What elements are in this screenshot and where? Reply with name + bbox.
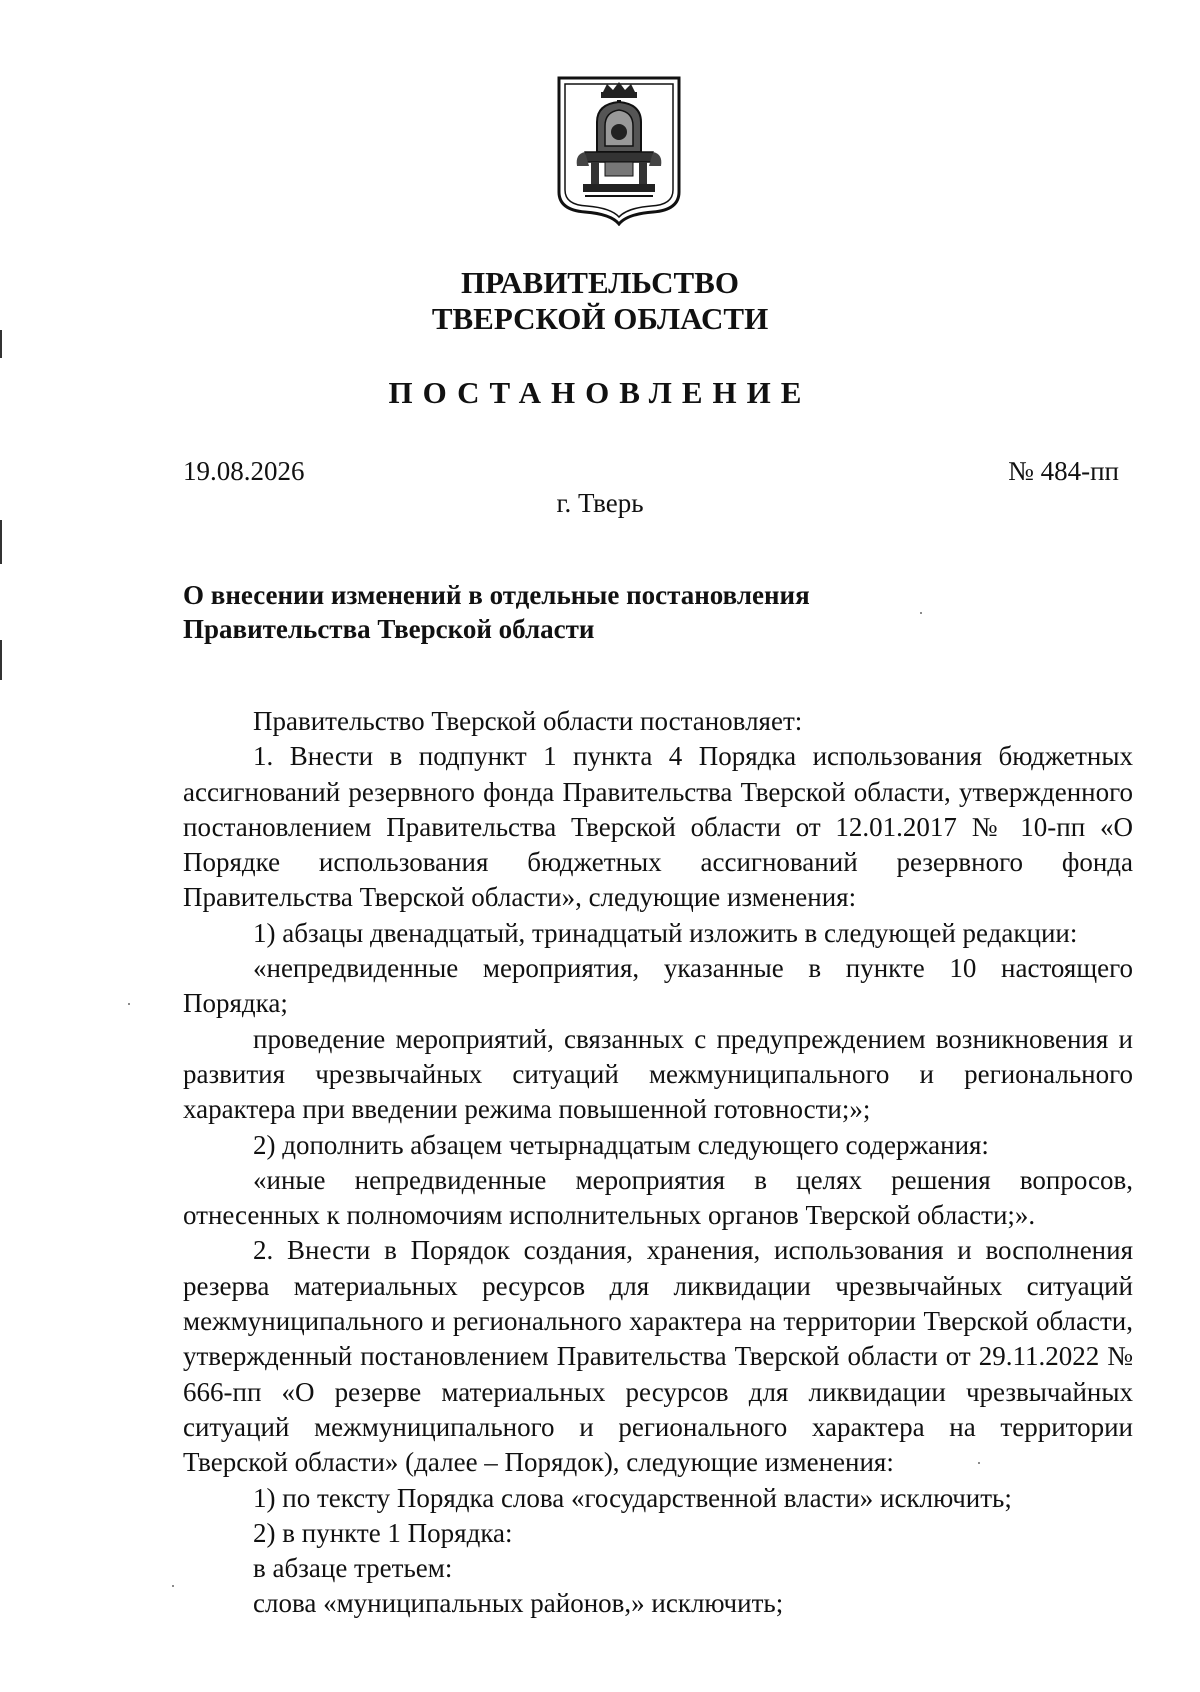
body-paragraph: Правительство Тверской области постановляет: <box>253 706 803 736</box>
body-paragraph: проведение мероприятий, связанных с предупреждением возникновения и развития чрезвычайных ситуаций межмуниципального и регионального характера при введении режима повышенной готовности;»; <box>183 1023 1133 1125</box>
subject-line2: Правительства Тверской области <box>183 614 595 644</box>
scan-edge-mark <box>0 520 2 564</box>
body-paragraph: «иные непредвиденные мероприятия в целях решения вопросов, отнесенных к полномочиям исполнительных органов Тверской области;». <box>183 1164 1133 1231</box>
government-name-line2: ТВЕРСКОЙ ОБЛАСТИ <box>431 301 769 336</box>
scan-edge-mark <box>0 640 2 680</box>
body-paragraph: «непредвиденные мероприятия, указанные в пункте 10 настоящего Порядка; <box>183 953 1133 1019</box>
tver-coat-of-arms-icon <box>555 74 683 226</box>
document-subject <box>183 578 810 646</box>
body-paragraph: 1) по тексту Порядка слова «государственной власти» исключить; <box>253 1482 1012 1513</box>
body-paragraph: 1) абзацы двенадцатый, тринадцатый изложить в следующей редакции: <box>253 917 1078 948</box>
government-name-line1: ПРАВИТЕЛЬСТВО <box>461 265 739 300</box>
body-paragraph: 2) дополнить абзацем четырнадцатым следующего содержания: <box>253 1129 989 1160</box>
scan-speck <box>172 1585 174 1587</box>
scan-speck <box>128 1003 130 1005</box>
document-type: ПОСТАНОВЛЕНИЕ <box>388 375 812 410</box>
body-paragraph: 2. Внести в Порядок создания, хранения, использования и восполнения резерва материальных ресурсов для ликвидации чрезвычайных ситуаций межмуниципального и регионального характера на территории Тверской области, утвержденный постановлением Правительства Тверской области от 29.11.2022 № 666-пп «О резерве материальных ресурсов для ликвидации чрезвычайных ситуаций межмуниципального и регионального характера на территории Тверской области» (далее – Порядок), следующие изменения: <box>183 1235 1133 1478</box>
body-paragraph: 1. Внести в подпункт 1 пункта 4 Порядка использования бюджетных ассигнований резервного фонда Правительства Тверской области, утвержденного постановлением Правительства Тверской области от 12.01.2017 № 10-пп «О Порядке использования бюджетных ассигнований резервного фонда Правительства Тверской области», следующие изменения: <box>183 741 1133 913</box>
document-body <box>183 704 1133 1622</box>
document-city: г. Тверь <box>556 488 644 518</box>
subject-line1: О внесении изменений в отдельные постановления <box>183 580 810 610</box>
body-paragraph: 2) в пункте 1 Порядка: <box>253 1517 513 1548</box>
body-paragraph: слова «муниципальных районов,» исключить; <box>253 1588 784 1619</box>
scan-speck <box>920 612 922 614</box>
document-number: № 484-пп <box>1008 456 1119 486</box>
body-paragraph: в абзаце третьем: <box>253 1553 453 1584</box>
document-date: 19.08.2026 <box>183 456 305 486</box>
